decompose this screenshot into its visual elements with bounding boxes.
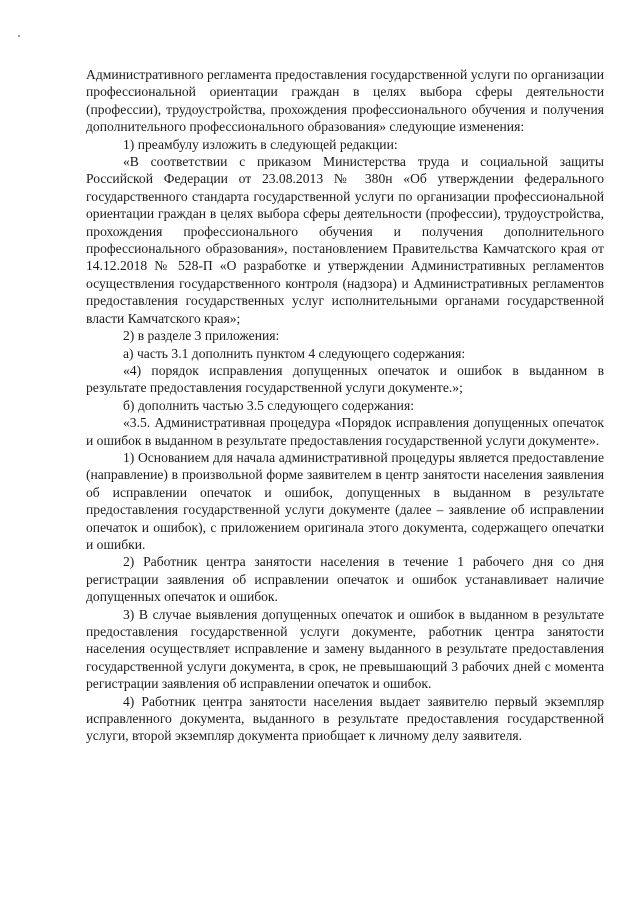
point-1-paragraph: 1) Основанием для начала административной процедуры является предоставление (направление) в произвольной форме заявителем в центр занятости населения заявления об исправлении опечаток и ошибок, допущенных в выданном в результате предоставления государственной услуги документе (далее – заявление об исправлении опечаток и ошибок), с приложением оригинала этого документа, содержащего опечатки и ошибки.: [86, 449, 604, 552]
point-3-paragraph: 3) В случае выявления допущенных опечаток и ошибок в выданном в результате предоставления государственной услуги документе, работник центра занятости населения осуществляет исправление и замену выданного в результате предоставления государственной услуги документа, в срок, не превышающий 3 рабочих дней с момента регистрации заявления об исправлении опечаток и ошибок.: [86, 606, 604, 692]
preamble-quote-paragraph: «В соответствии с приказом Министерства труда и социальной защиты Российской Федерации от 23.08.2013 № 380н «Об утверждении федерального государственного стандарта государственной услуги по организации профессиональной ориентации граждан в целях выбора сферы деятельности (профессии), трудоустройства, прохождения профессионального обучения и получения дополнительного профессионального образования», постановлением Правительства Камчатского края от 14.12.2018 № 528-П «О разработке и утверждении Административных регламентов осуществления государственного контроля (надзора) и Административных регламентов предоставления государственных услуг исполнительными органами государственной власти Камчатского края»;: [86, 154, 604, 326]
item-2a-paragraph: а) часть 3.1 дополнить пунктом 4 следующего содержания:: [123, 345, 466, 361]
point-4-paragraph: 4) Работник центра занятости населения выдает заявителю первый экземпляр исправленного документа, выданного в результате предоставления государственной услуги, второй экземпляр документа приобщает к личному делу заявителя.: [86, 693, 604, 744]
item-2a-quote-paragraph: «4) порядок исправления допущенных опечаток и ошибок в выданном в результате предоставления государственной услуги документе.»;: [86, 362, 604, 396]
item-1-paragraph: 1) преамбулу изложить в следующей редакции:: [123, 136, 398, 152]
scan-speck: [18, 35, 20, 37]
point-2-paragraph: 2) Работник центра занятости населения в течение 1 рабочего дня со дня регистрации заявления об исправлении опечаток и ошибок устанавливает наличие допущенных опечаток и ошибок.: [86, 554, 604, 605]
item-2-paragraph: 2) в разделе 3 приложения:: [123, 328, 280, 344]
document-page: [86, 66, 604, 745]
section-3-5-paragraph: «3.5. Административная процедура «Порядок исправления допущенных опечаток и ошибок в выданном в результате предоставления государственной услуги документе».: [86, 415, 604, 448]
item-2b-paragraph: б) дополнить частью 3.5 следующего содержания:: [123, 397, 414, 413]
intro-paragraph: Административного регламента предоставления государственной услуги по организации профессиональной ориентации граждан в целях выбора сферы деятельности (профессии), трудоустройства, прохождения профессионального обучения и получения дополнительного профессионального образования» следующие изменения:: [86, 67, 604, 135]
